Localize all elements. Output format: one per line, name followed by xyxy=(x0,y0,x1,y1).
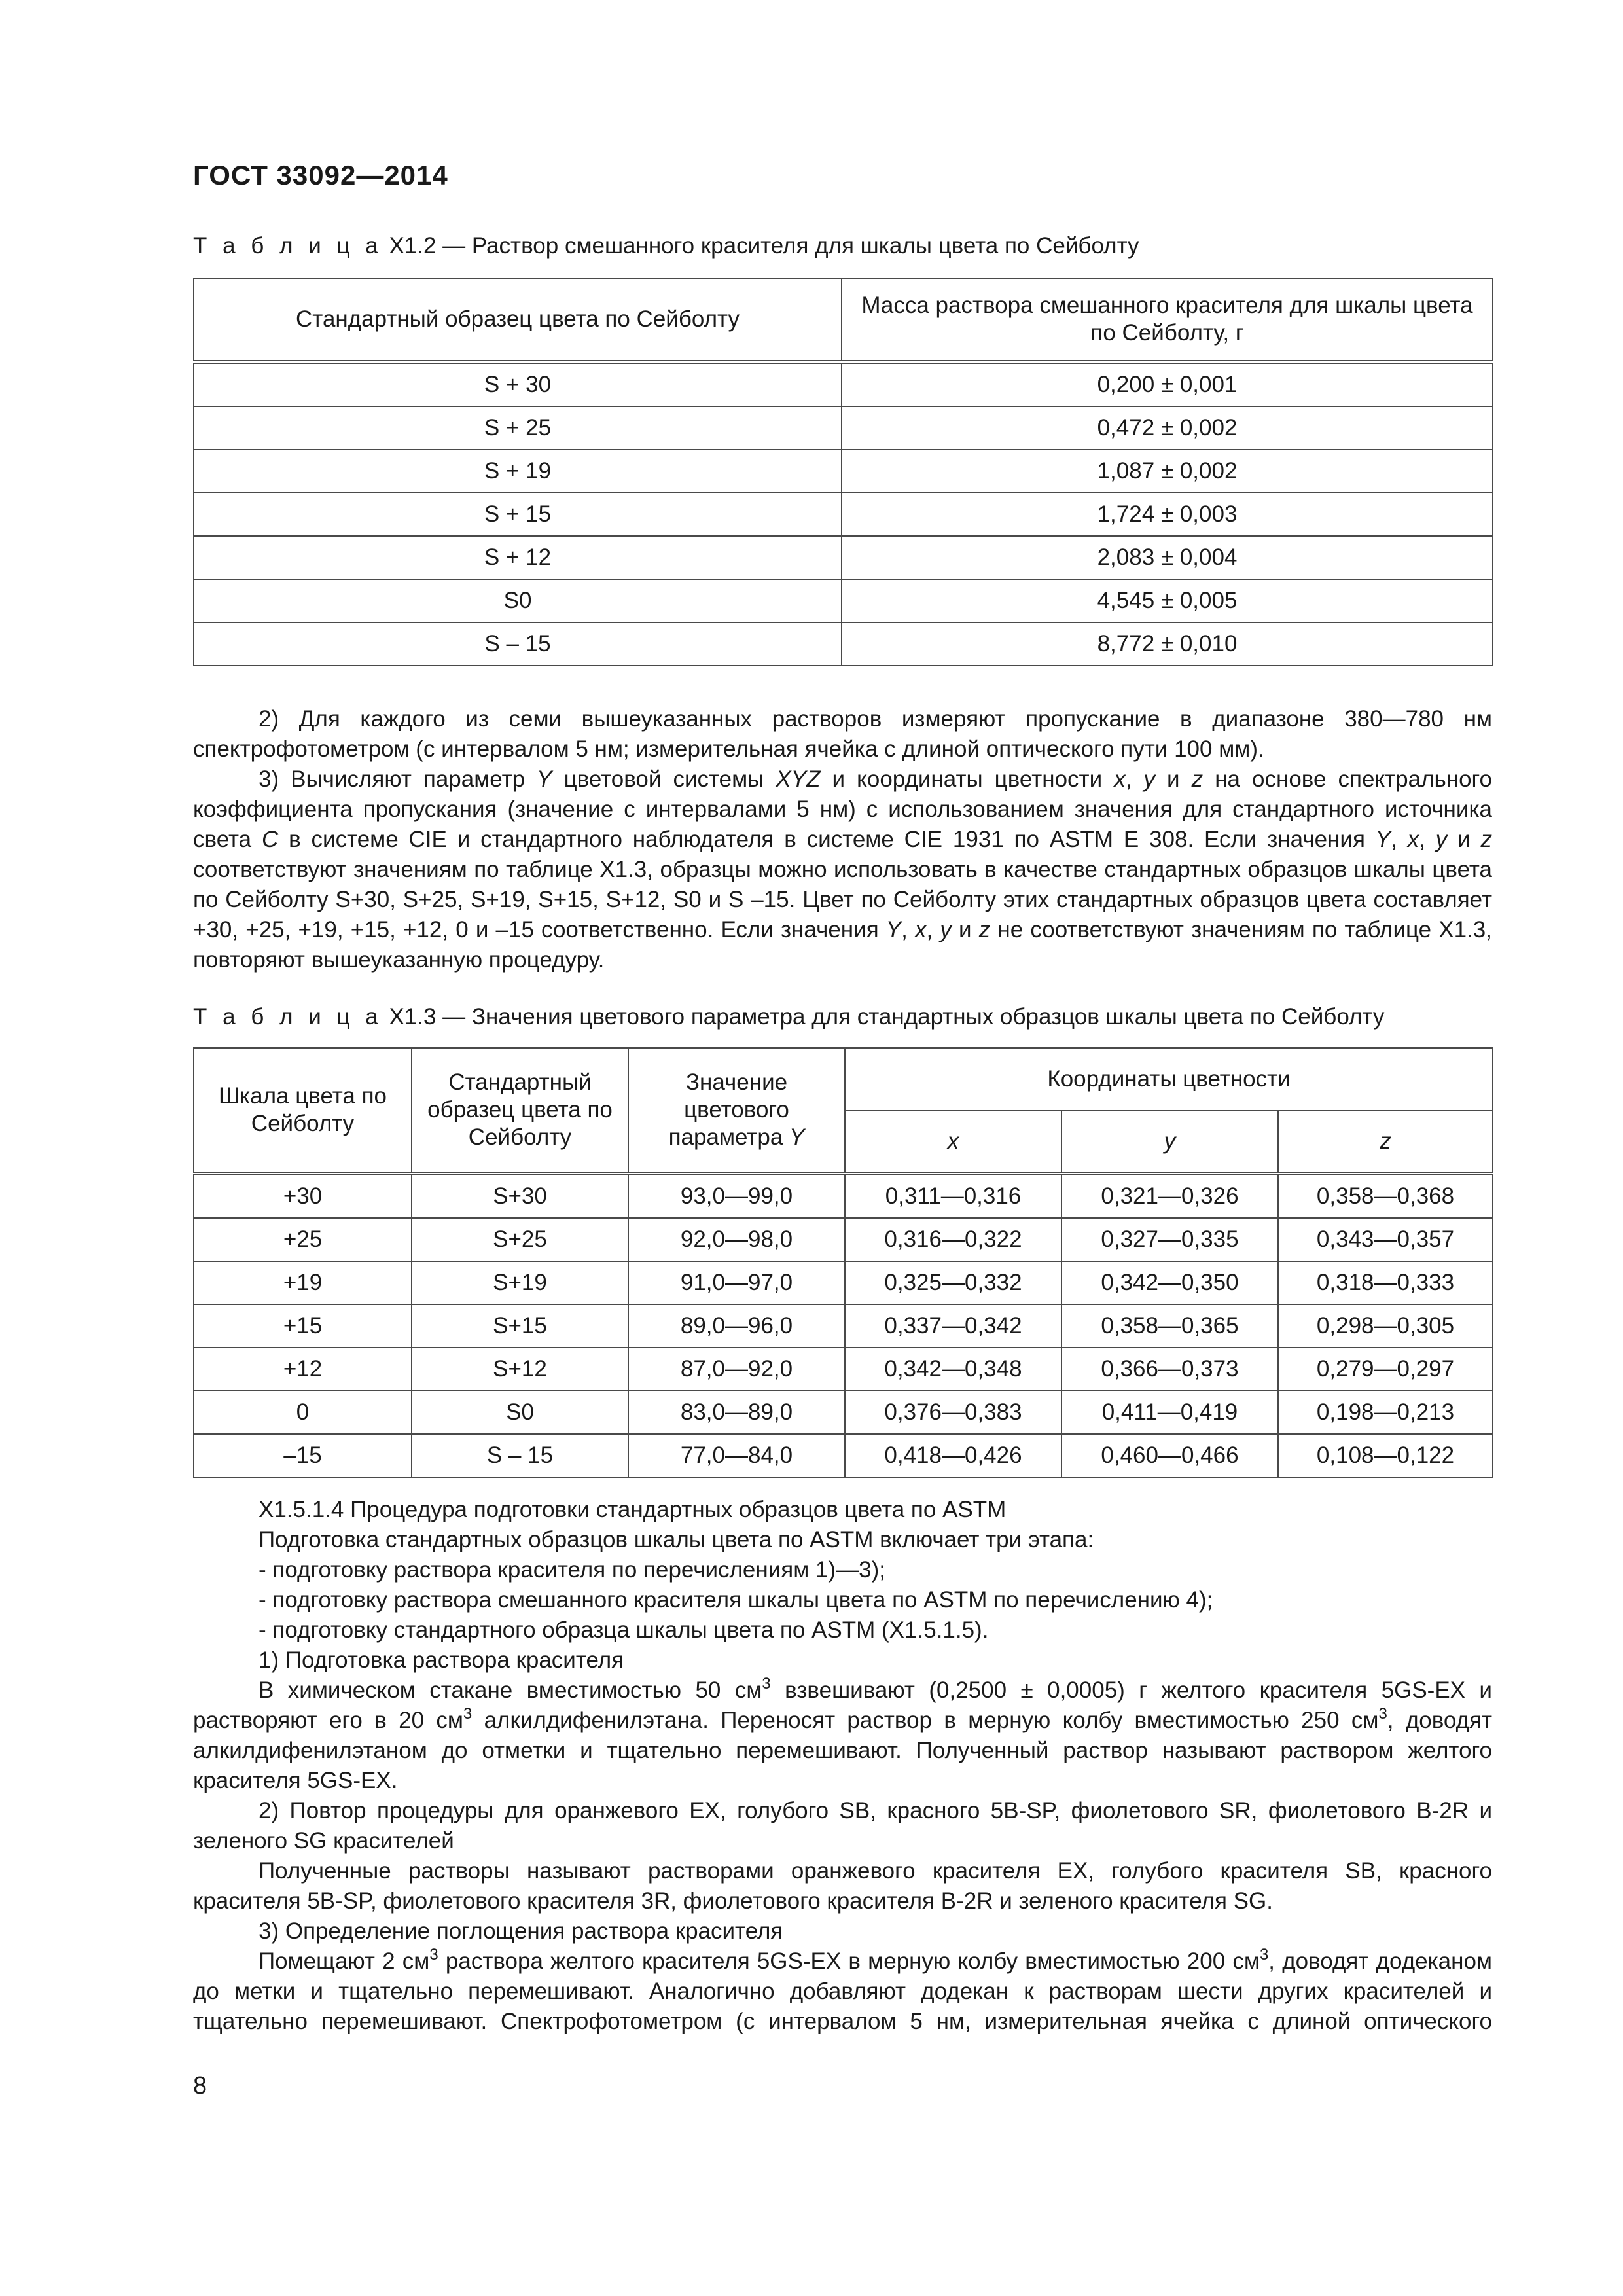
table-cell: 0,316—0,322 xyxy=(845,1218,1061,1261)
table-cell: 0,342—0,348 xyxy=(845,1348,1061,1391)
table-cell: 1,087 ± 0,002 xyxy=(842,450,1493,493)
table-cell: 0 xyxy=(194,1391,412,1434)
table-cell: S – 15 xyxy=(412,1434,628,1477)
table-cell: 0,366—0,373 xyxy=(1061,1348,1278,1391)
table-cell: 2,083 ± 0,004 xyxy=(842,536,1493,579)
table-cell: 0,108—0,122 xyxy=(1278,1434,1493,1477)
page-number: 8 xyxy=(193,2072,207,2100)
list-item: - подготовку стандартного образца шкалы цвета по ASTM (X1.5.1.5). xyxy=(259,1617,989,1643)
table-row xyxy=(194,1391,1493,1434)
table-cell: 91,0—97,0 xyxy=(628,1261,845,1304)
table-cell: 0,358—0,365 xyxy=(1061,1304,1278,1348)
table-cell: 0,460—0,466 xyxy=(1061,1434,1278,1477)
table-header-cell xyxy=(842,278,1493,362)
procedure-text xyxy=(193,704,1492,975)
table-cell: 0,318—0,333 xyxy=(1278,1261,1493,1304)
table-row xyxy=(194,579,1493,622)
table-cell: 0,337—0,342 xyxy=(845,1304,1061,1348)
table-cell: 77,0—84,0 xyxy=(628,1434,845,1477)
header-x: x xyxy=(845,1111,1061,1174)
table-cell: +19 xyxy=(194,1261,412,1304)
table-cell: 0,342—0,350 xyxy=(1061,1261,1278,1304)
table-caption-prefix: Т а б л и ц а xyxy=(193,233,383,259)
step-1-text: В химическом стакане вместимостью 50 $см^3$ взвешивают (0,2500 ± 0,0005) г желтого красителя 5GS-EX и растворяют его в 20 $см^3$ алкилдифенилэтана. Переносят раствор в мерную колбу вместимостью 250 $см^3$, доводят алкилдифенилэтаном до отметки и тщательно перемешивают. Полученный раствор называют раствором желтого красителя 5GS-EX. xyxy=(193,1675,1493,1793)
table-cell: 0,325—0,332 xyxy=(845,1261,1061,1304)
table-caption-text: X1.2 — Раствор смешанного красителя для шкалы цвета по Сейболту xyxy=(382,233,1139,259)
table-caption-prefix: Т а б л и ц а xyxy=(193,1004,383,1030)
step-1-title: 1) Подготовка раствора красителя xyxy=(259,1647,624,1673)
table-cell: 0,411—0,419 xyxy=(1061,1391,1278,1434)
header-y-value: Значение цветового параметра Y xyxy=(628,1048,845,1174)
table-cell: S + 25 xyxy=(194,406,842,450)
table-cell: +15 xyxy=(194,1304,412,1348)
table-cell: 0,198—0,213 xyxy=(1278,1391,1493,1434)
table-row xyxy=(194,493,1493,536)
header-text: Масса раствора смешанного красителя для шкалы цвета по Сейболту, г xyxy=(861,293,1473,346)
header-sample: Стандартный образец цвета по Сейболту xyxy=(412,1048,628,1174)
table-cell: 0,472 ± 0,002 xyxy=(842,406,1493,450)
table-cell: 0,311—0,316 xyxy=(845,1174,1061,1218)
header-y: y xyxy=(1061,1111,1278,1174)
paragraph-2: 2) Для каждого из семи вышеуказанных растворов измеряют пропускание в диапазоне 380—780 нм спектрофотометром (с интервалом 5 нм; измерительная ячейка с длиной оптического пути 100 мм). xyxy=(193,706,1492,762)
table-cell: 0,279—0,297 xyxy=(1278,1348,1493,1391)
table-row xyxy=(194,1304,1493,1348)
section-heading: X1.5.1.4 Процедура подготовки стандартных образцов цвета по ASTM xyxy=(259,1497,1007,1522)
table-x1-3 xyxy=(193,1047,1493,1478)
table-row xyxy=(194,536,1493,579)
table-row xyxy=(194,362,1493,406)
table-cell: S0 xyxy=(412,1391,628,1434)
table-cell: 93,0—99,0 xyxy=(628,1174,845,1218)
table-cell: 0,298—0,305 xyxy=(1278,1304,1493,1348)
table-cell: +25 xyxy=(194,1218,412,1261)
table-cell: 4,545 ± 0,005 xyxy=(842,579,1493,622)
table-header-cell: Стандартный образец цвета по Сейболту xyxy=(194,278,842,362)
table-caption-text: X1.3 — Значения цветового параметра для стандартных образцов шкалы цвета по Сейболту xyxy=(382,1004,1385,1030)
list-item: - подготовку раствора красителя по перечислениям 1)—3); xyxy=(259,1557,885,1583)
table-cell: S+15 xyxy=(412,1304,628,1348)
header-scale: Шкала цвета по Сейболту xyxy=(194,1048,412,1174)
header-z: z xyxy=(1278,1111,1493,1174)
table-cell: S+19 xyxy=(412,1261,628,1304)
table-row xyxy=(194,1218,1493,1261)
table-x1-3-caption xyxy=(193,1004,1384,1030)
section-x1-5-1-4 xyxy=(193,1495,1492,2037)
table-body xyxy=(194,362,1493,666)
step-3-title: 3) Определение поглощения раствора красителя xyxy=(259,1918,783,1944)
table-row xyxy=(194,1261,1493,1304)
table-row xyxy=(194,450,1493,493)
table-cell: S+12 xyxy=(412,1348,628,1391)
table-cell: S + 12 xyxy=(194,536,842,579)
list-item: - подготовку раствора смешанного красителя шкалы цвета по ASTM по перечислению 4); xyxy=(259,1587,1213,1613)
header-coordinates: Координаты цветности xyxy=(845,1048,1493,1111)
table-cell: S+25 xyxy=(412,1218,628,1261)
table-cell: 0,343—0,357 xyxy=(1278,1218,1493,1261)
table-row xyxy=(194,1434,1493,1477)
table-cell: 0,200 ± 0,001 xyxy=(842,362,1493,406)
table-cell: 0,358—0,368 xyxy=(1278,1174,1493,1218)
table-cell: 8,772 ± 0,010 xyxy=(842,622,1493,666)
table-cell: S + 19 xyxy=(194,450,842,493)
table-cell: 83,0—89,0 xyxy=(628,1391,845,1434)
table-cell: 0,376—0,383 xyxy=(845,1391,1061,1434)
table-cell: 92,0—98,0 xyxy=(628,1218,845,1261)
table-row xyxy=(194,1174,1493,1218)
paragraph-3: 3) Вычисляют параметр Y цветовой системы XYZ и координаты цветности x, y и z на основе спектрального коэффициента пропускания (значение с интервалами 5 нм) с использованием значения для стандартного источника света C в системе CIE и стандартного наблюдателя в системе CIE 1931 по ASTM E 308. Если значения Y, x, y и z соответствуют значениям по таблице X1.3, образцы можно использовать в качестве стандартных образцов шкалы цвета по Сейболту S+30, S+25, S+19, S+15, S+12, S0 и S –15. Цвет по Сейболту этих стандартных образцов цвета составляет +30, +25, +19, +15, +12, 0 и –15 соответственно. Если значения Y, x, y и z не соответствуют значениям по таблице X1.3, повторяют вышеуказанную процедуру. xyxy=(193,766,1493,973)
table-cell: S + 30 xyxy=(194,362,842,406)
table-cell: S – 15 xyxy=(194,622,842,666)
table-cell: +30 xyxy=(194,1174,412,1218)
table-body xyxy=(194,1174,1493,1477)
step-2-title: 2) Повтор процедуры для оранжевого EX, голубого SB, красного 5B-SP, фиолетового SR, фиолетового B-2R и зеленого SG красителей xyxy=(193,1798,1492,1854)
step-3-text: Помещают 2 $см^3$ раствора желтого красителя 5GS-EX в мерную колбу вместимостью 200 $см^3$, доводят додеканом до метки и тщательно перемешивают. Аналогично добавляют додекан к растворам шести других красителей и тщательно перемешивают. Спектрофотометром (с интервалом 5 нм, измерительная ячейка с длиной оптического xyxy=(193,1946,1492,2034)
step-2-text: Полученные растворы называют растворами оранжевого красителя EX, голубого красителя SB, красного красителя 5B-SP, фиолетового красителя 3R, фиолетового красителя B-2R и зеленого красителя SG. xyxy=(193,1858,1492,1914)
table-cell: 0,418—0,426 xyxy=(845,1434,1061,1477)
table-cell: S+30 xyxy=(412,1174,628,1218)
section-intro: Подготовка стандартных образцов шкалы цвета по ASTM включает три этапа: xyxy=(259,1527,1094,1552)
table-row xyxy=(194,1348,1493,1391)
table-x1-2-caption xyxy=(193,233,1139,259)
table-x1-2 xyxy=(193,278,1493,666)
table-row xyxy=(194,622,1493,666)
table-cell: +12 xyxy=(194,1348,412,1391)
table-cell: 87,0—92,0 xyxy=(628,1348,845,1391)
table-cell: –15 xyxy=(194,1434,412,1477)
table-cell: 1,724 ± 0,003 xyxy=(842,493,1493,536)
table-cell: 89,0—96,0 xyxy=(628,1304,845,1348)
table-row xyxy=(194,406,1493,450)
table-cell: 0,321—0,326 xyxy=(1061,1174,1278,1218)
table-cell: S0 xyxy=(194,579,842,622)
document-header: ГОСТ 33092—2014 xyxy=(193,160,448,190)
table-cell: S + 15 xyxy=(194,493,842,536)
table-cell: 0,327—0,335 xyxy=(1061,1218,1278,1261)
